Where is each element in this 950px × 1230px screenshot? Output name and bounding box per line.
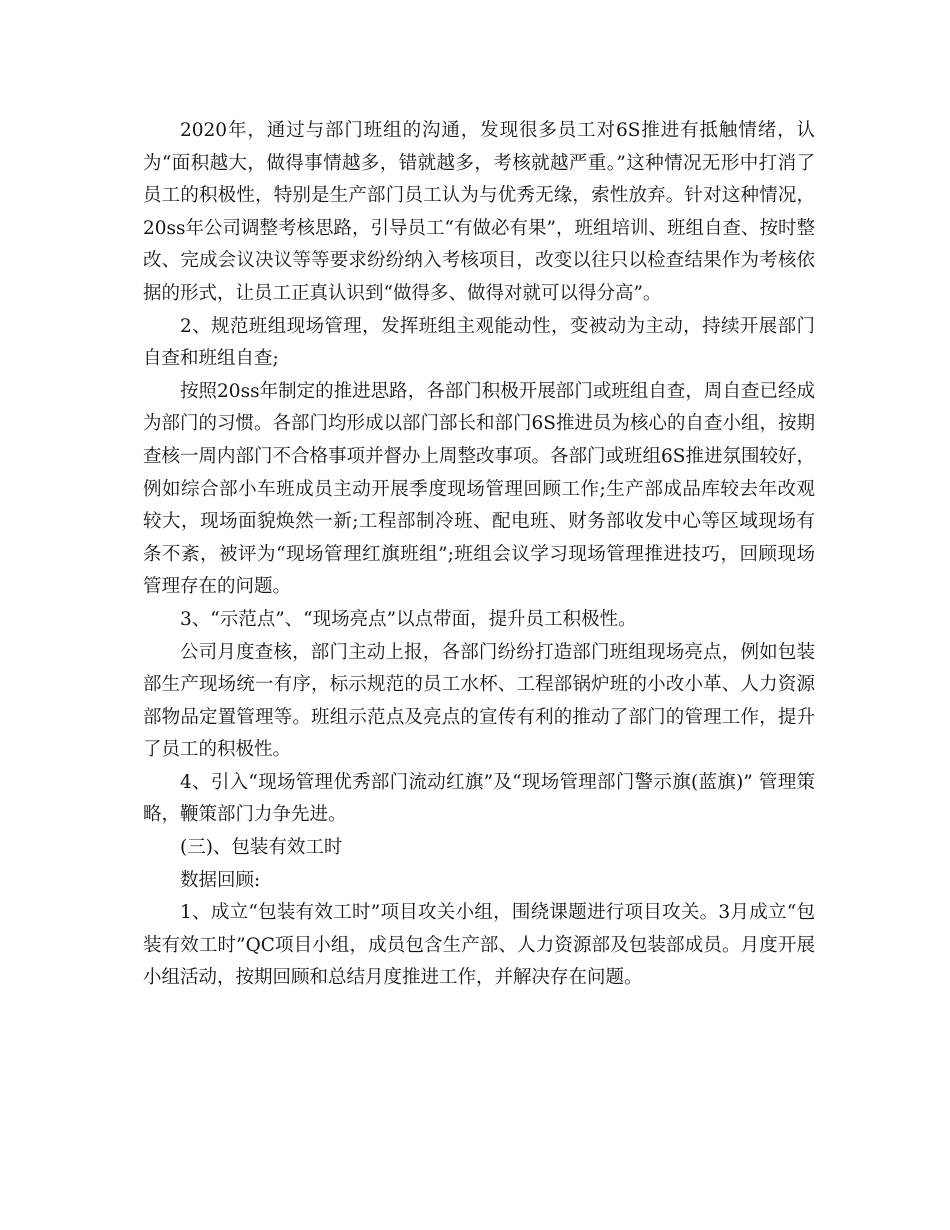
paragraph-item-3-heading: 3、“示范点”、“现场亮点”以点带面，提升员工积极性。 (180, 608, 637, 630)
paragraph-project-team: 1、成立“包装有效工时”项目攻关小组，围绕课题进行项目攻关。3月成立“包装有效工时”QC项目小组，成员包含生产部、人力资源部及包装部成员。月度开展小组活动，按期回顾和总结月度推进工作，并解决存在问题。 (143, 902, 815, 989)
paragraph-self-inspection: 按照20ss年制定的推进思路，各部门积极开展部门或班组自查，周自查已经成为部门的习惯。各部门均形成以部门部长和部门6S推进员为核心的自查小组，按期查核一周内部门不合格事项并督办上周整改事项。各部门或班组6S推进氛围较好，例如综合部小车班成员主动开展季度现场管理回顾工作;生产部成品库较去年改观较大，现场面貌焕然一新;工程部制冷班、配电班、财务部收发中心等区域现场有条不紊，被评为“现场管理红旗班组”;班组会议学习现场管理推进技巧，回顾现场管理存在的问题。 (143, 380, 815, 598)
paragraph-monthly-inspection: 公司月度查核，部门主动上报，各部门纷纷打造部门班组现场亮点，例如包装部生产现场统一有序，标示规范的员工水杯、工程部锅炉班的小改小革、人力资源部物品定置管理等。班组示范点及亮点的宣传有利的推动了部门的管理工作，提升了员工的积极性。 (143, 641, 815, 761)
document-body (143, 115, 815, 995)
section-heading-packaging-hours: (三)、包装有效工时 (180, 837, 343, 859)
paragraph-assessment-approach: 2020年，通过与部门班组的沟通，发现很多员工对6S推进有抵触情绪，认为“面积越大，做得事情越多，错就越多，考核就越严重。”这种情况无形中打消了员工的积极性，特别是生产部门员工认为与优秀无缘，索性放弃。针对这种情况，20ss年公司调整考核思路，引导员工“有做必有果”，班组培训、班组自查、按时整改、完成会议决议等等要求纷纷纳入考核项目，改变以往只以检查结果作为考核依据的形式，让员工正真认识到“做得多、做得对就可以得分高”。 (143, 120, 815, 304)
paragraph-item-2-heading: 2、规范班组现场管理，发挥班组主观能动性，变被动为主动，持续开展部门自查和班组自查; (143, 315, 815, 370)
paragraph-item-4-heading: 4、引入“现场管理优秀部门流动红旗”及“现场管理部门警示旗(蓝旗)” 管理策略，鞭策部门力争先进。 (143, 771, 815, 826)
paragraph-data-review-label: 数据回顾: (180, 869, 261, 891)
